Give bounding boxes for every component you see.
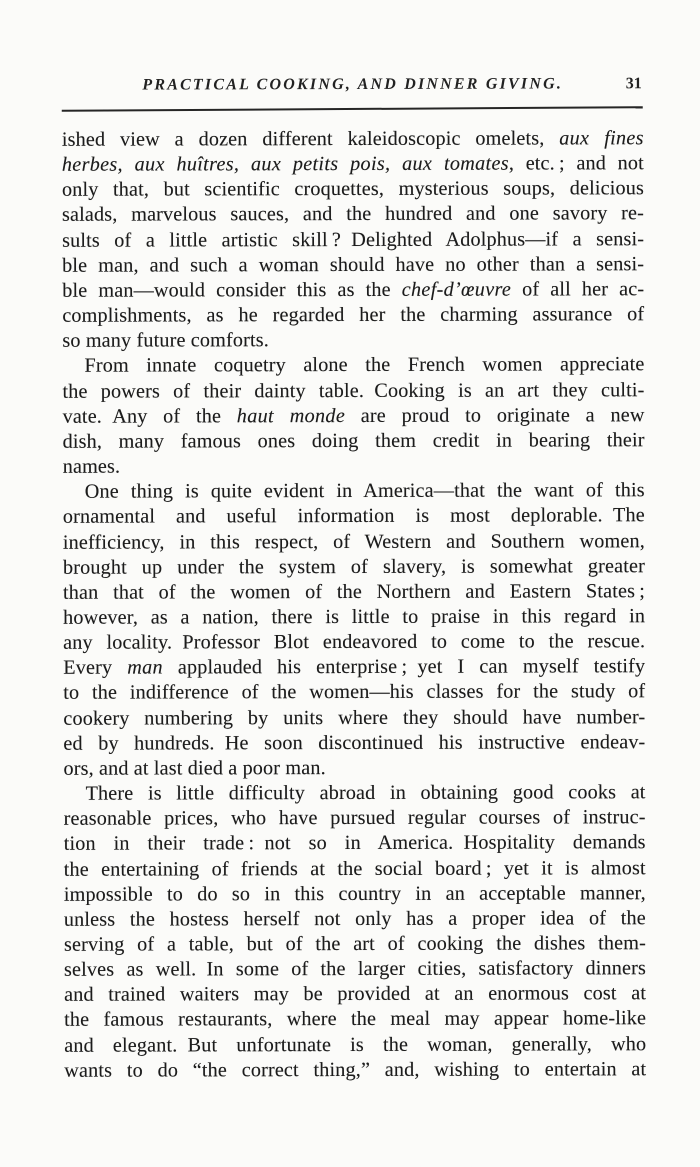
text-line — [63, 629, 645, 656]
text-segment: than that of the women of the Northern and Eastern States ; — [62, 580, 646, 604]
text-line — [63, 705, 645, 732]
text-line — [63, 755, 645, 782]
text-segment: are proud to originate a new — [345, 403, 645, 427]
text-line — [63, 453, 645, 480]
text-segment: cookery numbering by units where they should have number- — [63, 705, 646, 730]
text-line — [63, 403, 645, 430]
text-segment: ornamental and useful information is most deplorable. The — [62, 504, 645, 529]
text-line — [62, 151, 644, 178]
text-segment: There is little difficulty abroad in obtaining good cooks at — [85, 781, 646, 805]
text-segment: wants to do “the correct thing,” and, wishing to entertain at — [64, 1058, 647, 1082]
text-segment: the powers of their dainty table. Cooking is an art they culti- — [62, 378, 645, 403]
text-segment: of all her ac- — [511, 278, 645, 301]
text-line — [64, 906, 646, 933]
text-line — [62, 327, 644, 354]
page-text — [62, 126, 647, 1083]
text-line — [62, 353, 644, 380]
header-divider — [62, 106, 643, 112]
text-segment: ble man, and such a woman should have no other than a sensi- — [62, 253, 645, 277]
text-line — [62, 202, 644, 229]
text-segment: the famous restaurants, where the meal may appear home-like — [64, 1007, 647, 1032]
text-segment: names. — [62, 455, 121, 478]
text-segment: serving of a table, but of the art of cooking the dishes them- — [63, 932, 646, 956]
page-number: 31 — [625, 75, 642, 93]
text-line — [62, 302, 644, 329]
text-segment: complishments, as he regarded her the charming assurance of — [62, 303, 645, 327]
text-segment: applauded his enterprise ; yet I can myself testify — [162, 655, 646, 679]
text-segment: and elegant. But unfortunate is the woman, generally, who — [64, 1032, 647, 1057]
text-segment: ished view a dozen different kaleidoscopic omelets, — [61, 127, 560, 151]
text-segment: tion in their trade : not so in America. Hospitality demands — [63, 831, 646, 856]
text-line — [63, 478, 645, 505]
text-line — [64, 805, 646, 832]
italic-text-segment: man — [127, 656, 163, 679]
text-line — [64, 780, 646, 807]
text-line — [62, 378, 644, 405]
text-line — [63, 529, 645, 556]
text-segment: so many future comforts. — [62, 329, 269, 353]
text-segment: any locality. Professor Blot endeavored to come to the rescue. — [63, 630, 646, 654]
text-line — [64, 956, 646, 983]
text-line — [64, 982, 646, 1009]
text-line — [63, 730, 645, 757]
text-line — [62, 126, 644, 153]
text-segment: salads, marvelous sauces, and the hundred and one savory re- — [62, 202, 645, 227]
text-line — [63, 504, 645, 531]
text-line — [63, 579, 645, 606]
text-line — [62, 227, 644, 254]
text-segment: ed by hundreds. He soon discontinued his instructive endeav- — [63, 730, 646, 755]
text-line — [64, 881, 646, 908]
text-segment: inefficiency, in this respect, of Western and Southern women, — [62, 529, 645, 554]
text-segment: sults of a little artistic skill ? Delighted Adolphus—if a sensi- — [62, 227, 645, 252]
text-segment: ors, and at last died a poor man. — [63, 756, 326, 780]
text-segment: selves as well. In some of the larger cities, satisfactory dinners — [63, 957, 647, 981]
running-head — [62, 75, 644, 99]
text-line — [63, 428, 645, 455]
text-segment: One thing is quite evident in America—that the want of this — [84, 479, 645, 503]
italic-text-segment: haut monde — [236, 404, 346, 428]
text-segment: Every — [63, 656, 128, 680]
text-segment: the entertaining of friends at the social board ; yet it is almost — [63, 856, 646, 881]
text-segment: From innate coquetry alone the French women appreciate — [84, 353, 645, 378]
text-line — [63, 554, 645, 581]
text-line — [62, 277, 644, 304]
text-segment: ble man—would consider this as the — [62, 278, 402, 302]
text-segment: impossible to do so in this country in an acceptable manner, — [63, 881, 646, 906]
italic-text-segment: herbes, aux huîtres, aux petits pois, aux tomates — [61, 152, 509, 176]
text-line — [64, 1007, 646, 1034]
text-segment: and trained waiters may be provided at an enormous cost at — [64, 982, 647, 1007]
text-segment: only that, but scientific croquettes, mysterious soups, delicious — [61, 177, 644, 202]
text-segment: brought up under the system of slavery, is somewhat greater — [62, 554, 645, 579]
text-segment: however, as a nation, there is little to praise in this regard in — [63, 605, 646, 629]
running-title: PRACTICAL COOKING, AND DINNER GIVING. — [142, 75, 564, 94]
text-segment: dish, many famous ones doing them credit in bearing their — [62, 429, 645, 453]
text-line — [63, 655, 645, 682]
text-line — [64, 1032, 646, 1059]
text-line — [62, 252, 644, 279]
text-segment: unless the hostess herself not only has a proper idea of the — [63, 907, 646, 931]
text-line — [64, 931, 646, 958]
text-line — [62, 177, 644, 204]
text-segment: to the indifference of the women—his classes for the study of — [63, 680, 646, 705]
italic-text-segment: chef-d’œuvre — [401, 278, 512, 301]
text-line — [64, 1057, 646, 1084]
text-line — [63, 680, 645, 707]
text-line — [64, 831, 646, 858]
italic-text-segment: aux fines — [559, 127, 644, 150]
text-segment: vate. Any of the — [62, 405, 237, 428]
text-line — [63, 604, 645, 631]
text-segment: reasonable prices, who have pursued regular courses of instruc- — [63, 806, 646, 830]
text-line — [64, 856, 646, 883]
text-segment: , etc. ; and not — [508, 152, 644, 175]
